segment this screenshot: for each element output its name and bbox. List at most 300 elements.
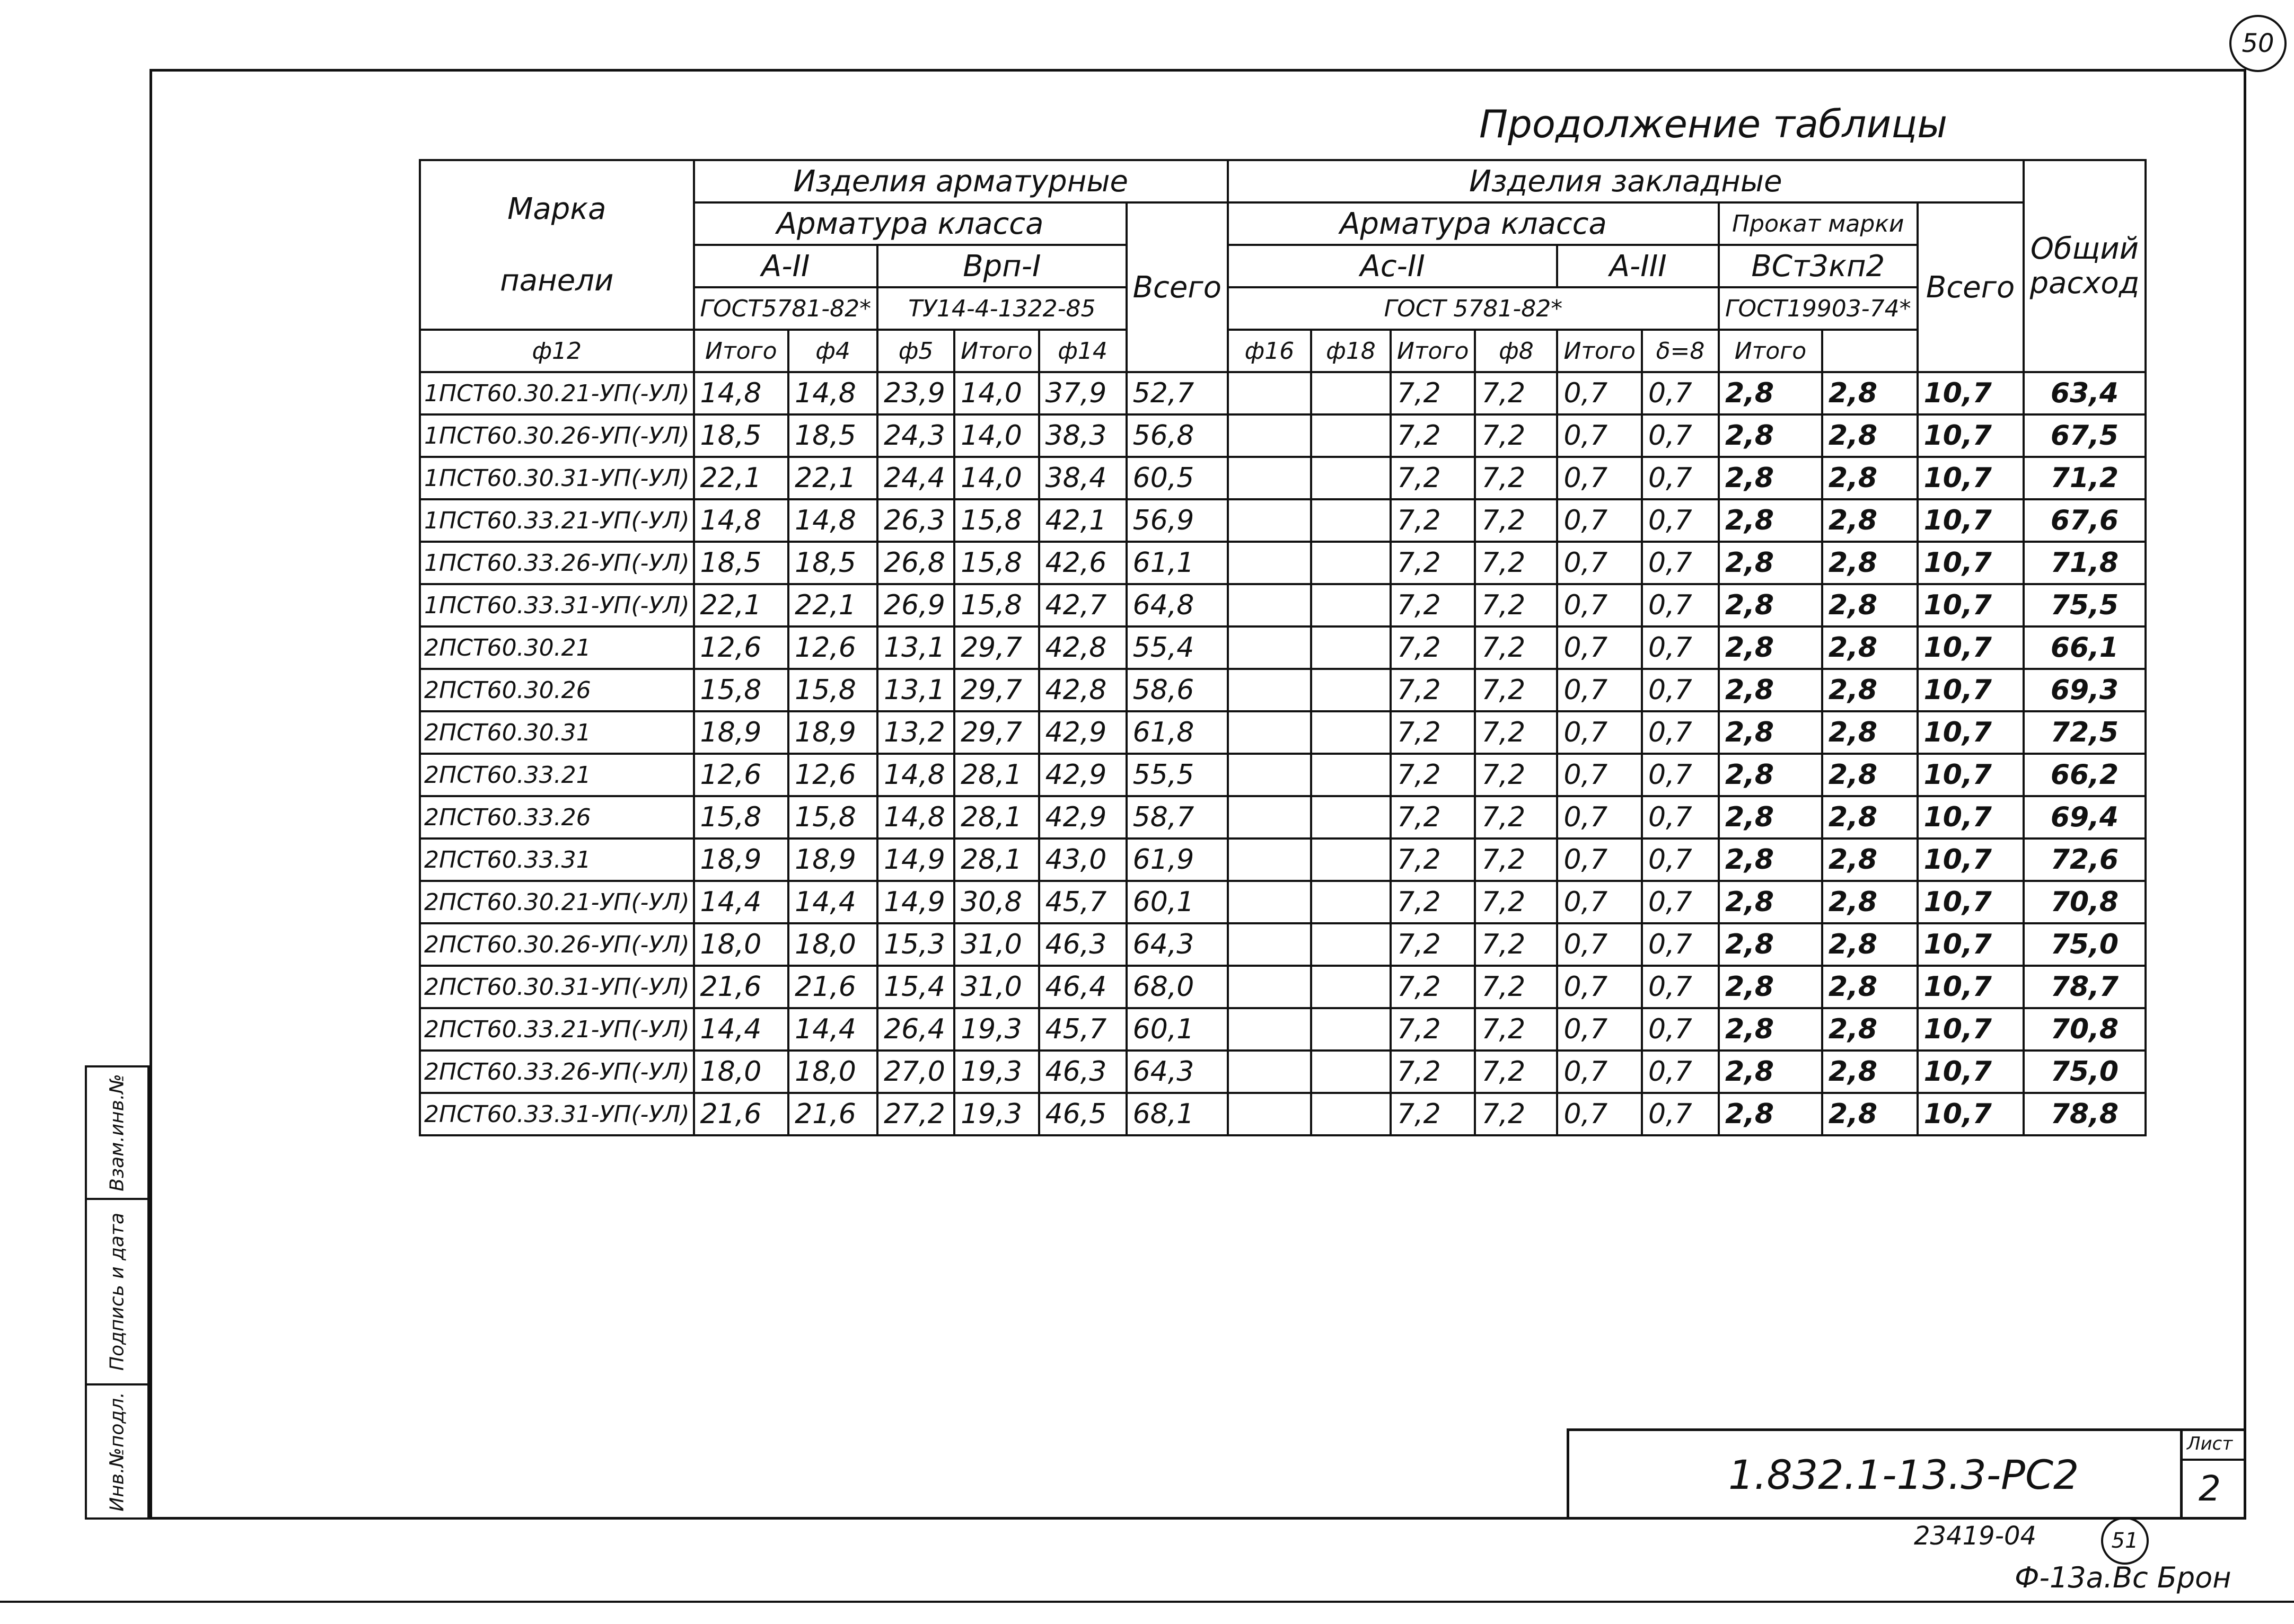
table-cell: 10,7: [1918, 839, 2024, 881]
table-cell: 29,7: [954, 626, 1039, 669]
table-cell: 21,6: [694, 966, 789, 1008]
table-cell: 42,9: [1039, 711, 1127, 754]
table-cell: 2,8: [1719, 796, 1822, 839]
table-row: [420, 881, 2146, 923]
table-cell: [1311, 923, 1391, 966]
header-total-consumption: Общий расход: [2024, 160, 2146, 372]
panel-mark-cell: 2ПСТ60.30.26-УП(-УЛ): [420, 923, 694, 966]
table-cell: 12,6: [788, 626, 877, 669]
table-cell: 24,3: [877, 414, 954, 457]
table-cell: 2,8: [1719, 626, 1822, 669]
header-subcolumn: ф18: [1311, 330, 1391, 372]
table-cell: 70,8: [2024, 881, 2146, 923]
table-cell: [1228, 584, 1311, 626]
table-cell: 0,7: [1642, 923, 1719, 966]
table-cell: 43,0: [1039, 839, 1127, 881]
table-cell: 28,1: [954, 796, 1039, 839]
table-cell: 31,0: [954, 966, 1039, 1008]
header-group-reinforcement: Изделия арматурные: [694, 160, 1228, 202]
title-stamp: [1567, 1428, 2246, 1520]
table-cell: 21,6: [694, 1093, 789, 1135]
table-cell: 0,7: [1642, 711, 1719, 754]
table-cell: 10,7: [1918, 499, 2024, 542]
table-cell: 0,7: [1642, 457, 1719, 499]
table-cell: 64,3: [1127, 923, 1228, 966]
table-cell: 2,8: [1719, 1008, 1822, 1051]
table-cell: 2,8: [1719, 881, 1822, 923]
specification-table: [419, 159, 2147, 1136]
panel-mark-cell: 2ПСТ60.33.26: [420, 796, 694, 839]
table-cell: 0,7: [1642, 499, 1719, 542]
header-subcolumn: ф5: [877, 330, 954, 372]
table-cell: 0,7: [1557, 881, 1642, 923]
table-cell: 52,7: [1127, 372, 1228, 414]
table-cell: 7,2: [1475, 966, 1557, 1008]
table-cell: [1311, 881, 1391, 923]
table-cell: [1228, 966, 1311, 1008]
panel-mark-cell: 2ПСТ60.30.31-УП(-УЛ): [420, 966, 694, 1008]
table-cell: 10,7: [1918, 966, 2024, 1008]
table-cell: 42,8: [1039, 669, 1127, 711]
table-cell: 27,2: [877, 1093, 954, 1135]
document-code: 1.832.1-13.3-РС2: [1728, 1451, 2079, 1498]
table-cell: 2,8: [1822, 754, 1918, 796]
table-cell: 69,3: [2024, 669, 2146, 711]
panel-mark-cell: 1ПСТ60.33.21-УП(-УЛ): [420, 499, 694, 542]
table-row: [420, 542, 2146, 584]
table-cell: [1228, 754, 1311, 796]
table-cell: 15,8: [954, 584, 1039, 626]
table-cell: 13,1: [877, 626, 954, 669]
table-cell: 64,8: [1127, 584, 1228, 626]
table-cell: 13,2: [877, 711, 954, 754]
table-cell: 38,3: [1039, 414, 1127, 457]
table-cell: 0,7: [1557, 796, 1642, 839]
table-cell: 45,7: [1039, 881, 1127, 923]
table-cell: 7,2: [1475, 457, 1557, 499]
table-cell: 7,2: [1391, 966, 1475, 1008]
table-cell: [1311, 414, 1391, 457]
table-cell: 18,0: [788, 1051, 877, 1093]
table-cell: 12,6: [694, 754, 789, 796]
corner-page-number: 50: [2229, 15, 2287, 72]
table-row: [420, 372, 2146, 414]
table-cell: 7,2: [1391, 414, 1475, 457]
table-cell: 7,2: [1391, 542, 1475, 584]
table-cell: 0,7: [1642, 1093, 1719, 1135]
table-cell: 26,8: [877, 542, 954, 584]
header-zak-class: Арматура класса: [1228, 202, 1719, 245]
table-cell: [1311, 1008, 1391, 1051]
table-cell: 38,4: [1039, 457, 1127, 499]
table-cell: 0,7: [1642, 414, 1719, 457]
table-cell: 7,2: [1391, 584, 1475, 626]
table-cell: 10,7: [1918, 923, 2024, 966]
header-vrp1: Врп-I: [877, 245, 1127, 287]
panel-mark-cell: 1ПСТ60.33.26-УП(-УЛ): [420, 542, 694, 584]
table-cell: 7,2: [1475, 414, 1557, 457]
table-cell: 7,2: [1391, 754, 1475, 796]
table-cell: 7,2: [1475, 711, 1557, 754]
table-cell: 18,9: [694, 711, 789, 754]
table-cell: 15,3: [877, 923, 954, 966]
table-cell: 18,0: [694, 1051, 789, 1093]
table-cell: 27,0: [877, 1051, 954, 1093]
table-cell: 21,6: [788, 1093, 877, 1135]
table-cell: [1228, 881, 1311, 923]
table-cell: 0,7: [1557, 542, 1642, 584]
table-cell: 2,8: [1822, 711, 1918, 754]
table-cell: 46,4: [1039, 966, 1127, 1008]
circled-number: 51: [2101, 1517, 2149, 1565]
panel-mark-cell: 2ПСТ60.30.21: [420, 626, 694, 669]
table-cell: 0,7: [1642, 1008, 1719, 1051]
table-row: [420, 1008, 2146, 1051]
table-cell: [1228, 796, 1311, 839]
inventory-number: 23419-04: [1914, 1521, 2037, 1551]
header-a3: А-III: [1557, 245, 1719, 287]
table-cell: 7,2: [1475, 499, 1557, 542]
header-subcolumn: δ=8: [1642, 330, 1719, 372]
table-cell: [1311, 711, 1391, 754]
table-cell: 7,2: [1475, 372, 1557, 414]
table-cell: 0,7: [1557, 499, 1642, 542]
table-cell: 10,7: [1918, 1093, 2024, 1135]
side-cell-inventory: Инв.№подл.: [106, 1391, 128, 1512]
table-cell: 0,7: [1557, 414, 1642, 457]
panel-mark-cell: 2ПСТ60.33.26-УП(-УЛ): [420, 1051, 694, 1093]
table-cell: 21,6: [788, 966, 877, 1008]
table-cell: 66,1: [2024, 626, 2146, 669]
table-cell: 31,0: [954, 923, 1039, 966]
table-cell: 7,2: [1391, 923, 1475, 966]
header-group-embedded: Изделия закладные: [1228, 160, 2024, 202]
table-cell: 7,2: [1391, 839, 1475, 881]
panel-mark-cell: 2ПСТ60.33.21-УП(-УЛ): [420, 1008, 694, 1051]
table-cell: 14,4: [694, 1008, 789, 1051]
table-cell: 69,4: [2024, 796, 2146, 839]
table-cell: 0,7: [1642, 542, 1719, 584]
table-cell: 71,2: [2024, 457, 2146, 499]
table-row: [420, 1093, 2146, 1135]
sheet-number: 2: [2199, 1468, 2221, 1509]
table-cell: 13,1: [877, 669, 954, 711]
table-row: [420, 966, 2146, 1008]
table-cell: 0,7: [1557, 1093, 1642, 1135]
table-cell: [1311, 796, 1391, 839]
continuation-title: Продолжение таблицы: [1479, 102, 1948, 146]
table-cell: 7,2: [1475, 796, 1557, 839]
table-cell: 0,7: [1557, 1008, 1642, 1051]
table-row: [420, 584, 2146, 626]
table-cell: 14,0: [954, 372, 1039, 414]
table-cell: 78,7: [2024, 966, 2146, 1008]
table-cell: 2,8: [1822, 542, 1918, 584]
table-cell: 58,6: [1127, 669, 1228, 711]
header-subcolumn: ф4: [788, 330, 877, 372]
table-cell: 58,7: [1127, 796, 1228, 839]
table-cell: 18,0: [788, 923, 877, 966]
table-cell: 61,9: [1127, 839, 1228, 881]
table-cell: 7,2: [1391, 1051, 1475, 1093]
table-cell: 14,4: [694, 881, 789, 923]
table-cell: 19,3: [954, 1093, 1039, 1135]
table-cell: 2,8: [1822, 966, 1918, 1008]
table-cell: [1228, 1051, 1311, 1093]
header-subcolumn: Итого: [1391, 330, 1475, 372]
table-cell: 7,2: [1391, 372, 1475, 414]
table-row: [420, 923, 2146, 966]
table-cell: 2,8: [1822, 669, 1918, 711]
table-cell: [1311, 1051, 1391, 1093]
table-cell: 28,1: [954, 839, 1039, 881]
table-cell: 2,8: [1822, 1093, 1918, 1135]
table-cell: 7,2: [1475, 584, 1557, 626]
table-cell: 10,7: [1918, 372, 2024, 414]
table-cell: 2,8: [1822, 499, 1918, 542]
panel-mark-cell: 1ПСТ60.33.31-УП(-УЛ): [420, 584, 694, 626]
table-cell: 7,2: [1475, 1051, 1557, 1093]
table-cell: 14,8: [877, 796, 954, 839]
table-cell: 42,7: [1039, 584, 1127, 626]
header-ac2: Ас-II: [1228, 245, 1558, 287]
table-cell: 7,2: [1475, 923, 1557, 966]
table-cell: 23,9: [877, 372, 954, 414]
table-cell: 10,7: [1918, 796, 2024, 839]
table-cell: [1228, 1008, 1311, 1051]
table-cell: 22,1: [788, 584, 877, 626]
table-cell: 68,0: [1127, 966, 1228, 1008]
table-cell: [1311, 542, 1391, 584]
table-cell: 0,7: [1642, 754, 1719, 796]
table-cell: 18,5: [694, 542, 789, 584]
table-cell: 30,8: [954, 881, 1039, 923]
table-cell: 14,8: [694, 372, 789, 414]
table-cell: 2,8: [1719, 966, 1822, 1008]
table-row: [420, 711, 2146, 754]
table-cell: [1311, 669, 1391, 711]
table-cell: 22,1: [788, 457, 877, 499]
header-subcolumn: Итого: [1719, 330, 1822, 372]
table-cell: 0,7: [1642, 626, 1719, 669]
table-cell: 78,8: [2024, 1093, 2146, 1135]
table-cell: 2,8: [1719, 414, 1822, 457]
table-cell: 61,1: [1127, 542, 1228, 584]
table-cell: 18,5: [694, 414, 789, 457]
table-cell: 18,9: [788, 839, 877, 881]
table-cell: 14,8: [788, 499, 877, 542]
table-cell: 2,8: [1822, 1051, 1918, 1093]
table-cell: 10,7: [1918, 414, 2024, 457]
table-cell: 10,7: [1918, 542, 2024, 584]
table-cell: 0,7: [1557, 754, 1642, 796]
table-row: [420, 796, 2146, 839]
table-cell: [1311, 499, 1391, 542]
header-subcolumn: Итого: [954, 330, 1039, 372]
table-cell: 0,7: [1642, 839, 1719, 881]
handwritten-signature: Ф-13а.Вс Брон: [2015, 1561, 2231, 1594]
table-cell: 0,7: [1557, 626, 1642, 669]
table-cell: 2,8: [1719, 372, 1822, 414]
sheet-divider: [2183, 1459, 2244, 1461]
table-cell: 2,8: [1822, 839, 1918, 881]
table-cell: 0,7: [1557, 584, 1642, 626]
table-cell: 12,6: [694, 626, 789, 669]
table-cell: 14,9: [877, 881, 954, 923]
table-cell: 7,2: [1475, 669, 1557, 711]
table-cell: 15,8: [694, 796, 789, 839]
table-cell: [1311, 584, 1391, 626]
table-cell: [1311, 1093, 1391, 1135]
table-cell: 10,7: [1918, 584, 2024, 626]
side-cell-signature-date: Подпись и дата: [87, 1200, 147, 1385]
sheet-label: Лист: [2187, 1433, 2233, 1454]
table-cell: [1228, 414, 1311, 457]
header-vsego-zak: Всего: [1918, 202, 2024, 372]
table-row: [420, 499, 2146, 542]
table-cell: 7,2: [1391, 1093, 1475, 1135]
table-cell: 14,4: [788, 881, 877, 923]
panel-mark-cell: 1ПСТ60.30.31-УП(-УЛ): [420, 457, 694, 499]
table-cell: 7,2: [1475, 1093, 1557, 1135]
table-cell: 22,1: [694, 457, 789, 499]
header-arm-class: Арматура класса: [694, 202, 1127, 245]
sheet-bottom-edge: [0, 1601, 2294, 1603]
table-cell: 14,4: [788, 1008, 877, 1051]
table-cell: 2,8: [1822, 372, 1918, 414]
table-body: [420, 372, 2146, 1135]
header-gost-5781: ГОСТ5781-82*: [694, 287, 878, 330]
table-cell: 2,8: [1719, 584, 1822, 626]
table-cell: 26,9: [877, 584, 954, 626]
table-cell: [1228, 839, 1311, 881]
panel-mark-cell: 1ПСТ60.30.26-УП(-УЛ): [420, 414, 694, 457]
table-cell: 19,3: [954, 1051, 1039, 1093]
table-cell: 15,8: [788, 669, 877, 711]
table-cell: 18,5: [788, 542, 877, 584]
header-a2: А-II: [694, 245, 878, 287]
table-cell: 2,8: [1719, 499, 1822, 542]
table-cell: [1228, 457, 1311, 499]
table-cell: 10,7: [1918, 711, 2024, 754]
table-cell: [1311, 372, 1391, 414]
table-cell: 15,8: [788, 796, 877, 839]
table-cell: 2,8: [1822, 584, 1918, 626]
table-cell: 42,9: [1039, 796, 1127, 839]
table-cell: 72,6: [2024, 839, 2146, 881]
table-cell: 7,2: [1475, 626, 1557, 669]
table-row: [420, 839, 2146, 881]
table-row: [420, 1051, 2146, 1093]
table-cell: 2,8: [1822, 626, 1918, 669]
table-cell: 0,7: [1642, 966, 1719, 1008]
panel-mark-cell: 1ПСТ60.30.21-УП(-УЛ): [420, 372, 694, 414]
panel-mark-cell: 2ПСТ60.30.26: [420, 669, 694, 711]
table-cell: 7,2: [1475, 881, 1557, 923]
table-cell: 2,8: [1822, 457, 1918, 499]
header-tu: ТУ14-4-1322-85: [877, 287, 1127, 330]
table-cell: 0,7: [1557, 372, 1642, 414]
table-cell: 7,2: [1475, 542, 1557, 584]
table-cell: 10,7: [1918, 1051, 2024, 1093]
table-cell: 7,2: [1391, 626, 1475, 669]
table-cell: 42,9: [1039, 754, 1127, 796]
header-subcolumn: ф12: [420, 330, 694, 372]
table-cell: 67,6: [2024, 499, 2146, 542]
table-cell: 72,5: [2024, 711, 2146, 754]
table-cell: 0,7: [1557, 711, 1642, 754]
table-cell: 37,9: [1039, 372, 1127, 414]
table-cell: [1228, 626, 1311, 669]
table-cell: [1311, 626, 1391, 669]
header-gost-19903: ГОСТ19903-74*: [1719, 287, 1918, 330]
table-cell: [1311, 754, 1391, 796]
header-subcolumn: ф16: [1228, 330, 1311, 372]
table-cell: [1228, 711, 1311, 754]
table-cell: 56,9: [1127, 499, 1228, 542]
table-cell: 42,8: [1039, 626, 1127, 669]
table-cell: 29,7: [954, 669, 1039, 711]
table-cell: 68,1: [1127, 1093, 1228, 1135]
table-cell: 60,1: [1127, 1008, 1228, 1051]
table-cell: 7,2: [1391, 796, 1475, 839]
table-cell: 7,2: [1475, 754, 1557, 796]
header-subcolumn: Итого: [1557, 330, 1642, 372]
table-cell: 15,8: [954, 542, 1039, 584]
table-cell: 0,7: [1642, 881, 1719, 923]
table-cell: 0,7: [1642, 584, 1719, 626]
table-cell: 55,4: [1127, 626, 1228, 669]
table-cell: 14,8: [694, 499, 789, 542]
table-cell: 29,7: [954, 711, 1039, 754]
table-cell: 67,5: [2024, 414, 2146, 457]
table-cell: 75,5: [2024, 584, 2146, 626]
table-cell: 0,7: [1557, 457, 1642, 499]
table-cell: 2,8: [1822, 881, 1918, 923]
table-cell: 15,8: [694, 669, 789, 711]
table-cell: 18,0: [694, 923, 789, 966]
table-cell: 10,7: [1918, 457, 2024, 499]
table-cell: 10,7: [1918, 669, 2024, 711]
table-cell: 7,2: [1475, 839, 1557, 881]
table-cell: 46,3: [1039, 1051, 1127, 1093]
panel-mark-cell: 2ПСТ60.30.21-УП(-УЛ): [420, 881, 694, 923]
table-cell: 0,7: [1642, 796, 1719, 839]
table-cell: 75,0: [2024, 1051, 2146, 1093]
table-cell: 2,8: [1822, 923, 1918, 966]
table-cell: 2,8: [1719, 754, 1822, 796]
table-cell: 10,7: [1918, 754, 2024, 796]
table-cell: 66,2: [2024, 754, 2146, 796]
table-cell: 26,3: [877, 499, 954, 542]
table-cell: [1228, 669, 1311, 711]
sheet-box: [2180, 1431, 2244, 1517]
panel-mark-cell: 2ПСТ60.33.31-УП(-УЛ): [420, 1093, 694, 1135]
table-cell: 2,8: [1719, 1093, 1822, 1135]
header-prokat: Прокат марки: [1719, 202, 1918, 245]
table-row: [420, 626, 2146, 669]
table-cell: 2,8: [1719, 839, 1822, 881]
table-row: [420, 414, 2146, 457]
side-cell-replacement: Взам.инв.№: [87, 1067, 147, 1200]
table-cell: [1228, 499, 1311, 542]
table-cell: 10,7: [1918, 1008, 2024, 1051]
table-cell: 2,8: [1719, 457, 1822, 499]
table-cell: 2,8: [1822, 796, 1918, 839]
table-cell: 7,2: [1391, 881, 1475, 923]
table-cell: 12,6: [788, 754, 877, 796]
table-cell: 0,7: [1557, 923, 1642, 966]
